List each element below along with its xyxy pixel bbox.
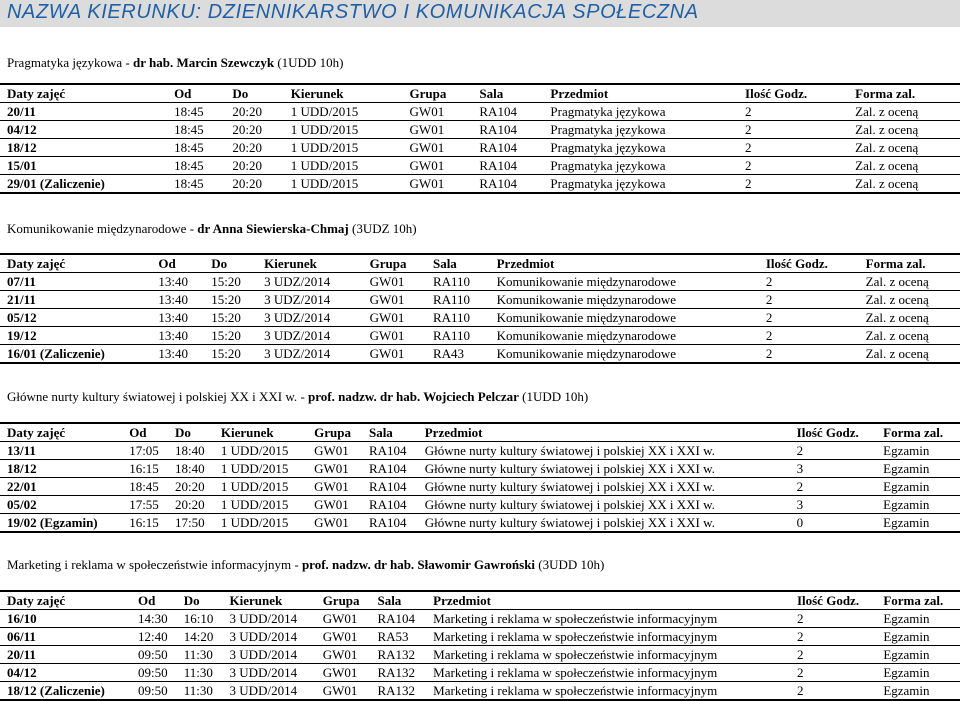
cell-from: 18:45 [167, 103, 225, 121]
table-row [0, 175, 960, 194]
cell-hours: 2 [738, 175, 848, 194]
table-row [0, 478, 960, 496]
cell-group: GW01 [307, 496, 362, 514]
table-row [0, 103, 960, 121]
cell-assessment: Egzamin [876, 514, 960, 533]
cell-to: 20:20 [225, 157, 283, 175]
cell-group: GW01 [403, 157, 473, 175]
cell-assessment: Zal. z oceną [848, 175, 960, 194]
cell-hours: 3 [790, 496, 877, 514]
table-row [0, 610, 960, 628]
cell-subject: Pragmatyka językowa [543, 139, 738, 157]
cell-group: GW01 [363, 327, 426, 345]
cell-to: 20:20 [168, 478, 214, 496]
course-group: (3UDZ 10h) [351, 221, 417, 236]
section-title: Komunikowanie międzynarodowe - dr Anna Siewierska-Chmaj (3UDZ 10h) [7, 221, 417, 236]
course-group: (1UDD 10h) [277, 55, 344, 70]
cell-from: 18:45 [167, 121, 225, 139]
table-row [0, 291, 960, 309]
cell-program: 1 UDD/2015 [284, 103, 403, 121]
column-header-assessment: Forma zal. [876, 591, 960, 610]
cell-from: 14:30 [131, 610, 177, 628]
cell-room: RA132 [370, 664, 426, 682]
cell-hours: 2 [790, 682, 876, 701]
cell-room: RA132 [370, 646, 426, 664]
column-header-dates: Daty zajęć [0, 84, 167, 103]
cell-group: GW01 [403, 121, 473, 139]
cell-subject: Pragmatyka językowa [543, 175, 738, 194]
cell-to: 20:20 [225, 175, 283, 194]
cell-subject: Marketing i reklama w społeczeństwie informacyjnym [426, 664, 790, 682]
column-header-hours: Ilość Godz. [759, 254, 859, 273]
cell-to: 15:20 [204, 327, 257, 345]
column-header-group: Grupa [307, 423, 362, 442]
cell-hours: 2 [738, 103, 848, 121]
cell-room: RA104 [472, 121, 543, 139]
cell-program: 3 UDD/2014 [223, 628, 316, 646]
cell-dates: 04/12 [0, 664, 131, 682]
cell-from: 13:40 [151, 291, 204, 309]
cell-hours: 2 [759, 309, 859, 327]
cell-room: RA110 [426, 273, 490, 291]
cell-program: 3 UDZ/2014 [257, 291, 363, 309]
column-header-to: Do [177, 591, 223, 610]
cell-subject: Marketing i reklama w społeczeństwie informacyjnym [426, 646, 790, 664]
cell-from: 09:50 [131, 646, 177, 664]
cell-assessment: Egzamin [876, 682, 960, 701]
cell-group: GW01 [363, 309, 426, 327]
cell-program: 3 UDZ/2014 [257, 327, 363, 345]
cell-program: 3 UDD/2014 [223, 664, 316, 682]
cell-program: 1 UDD/2015 [214, 514, 307, 533]
cell-to: 20:20 [225, 121, 283, 139]
column-header-subject: Przedmiot [418, 423, 790, 442]
cell-room: RA104 [362, 460, 418, 478]
cell-subject: Główne nurty kultury światowej i polskiej XX i XXI w. [418, 460, 790, 478]
cell-assessment: Egzamin [876, 442, 960, 460]
cell-assessment: Zal. z oceną [848, 103, 960, 121]
cell-room: RA104 [362, 496, 418, 514]
cell-room: RA110 [426, 327, 490, 345]
column-header-assessment: Forma zal. [876, 423, 960, 442]
cell-from: 18:45 [122, 478, 168, 496]
cell-to: 17:50 [168, 514, 214, 533]
column-header-to: Do [225, 84, 283, 103]
column-header-dates: Daty zajęć [0, 423, 122, 442]
column-header-hours: Ilość Godz. [738, 84, 848, 103]
cell-dates: 05/12 [0, 309, 151, 327]
cell-hours: 2 [759, 291, 859, 309]
cell-program: 1 UDD/2015 [284, 175, 403, 194]
cell-to: 11:30 [177, 646, 223, 664]
cell-hours: 2 [790, 664, 876, 682]
cell-from: 18:45 [167, 139, 225, 157]
cell-group: GW01 [403, 175, 473, 194]
cell-group: GW01 [363, 345, 426, 364]
cell-dates: 18/12 (Zaliczenie) [0, 682, 131, 701]
cell-group: GW01 [307, 478, 362, 496]
table-row [0, 460, 960, 478]
cell-assessment: Egzamin [876, 628, 960, 646]
cell-from: 16:15 [122, 514, 168, 533]
table-row [0, 682, 960, 701]
cell-subject: Pragmatyka językowa [543, 157, 738, 175]
table-row [0, 514, 960, 533]
cell-assessment: Egzamin [876, 478, 960, 496]
column-header-from: Od [122, 423, 168, 442]
section-title: Główne nurty kultury światowej i polskiej XX i XXI w. - prof. nadzw. dr hab. Wojciech Pelczar (1UDD 10h) [7, 389, 589, 404]
column-header-room: Sala [472, 84, 543, 103]
lecturer-name: prof. nadzw. dr hab. Wojciech Pelczar [308, 389, 519, 404]
cell-subject: Główne nurty kultury światowej i polskiej XX i XXI w. [418, 496, 790, 514]
column-header-program: Kierunek [214, 423, 307, 442]
table-row [0, 327, 960, 345]
cell-from: 17:05 [122, 442, 168, 460]
cell-program: 3 UDZ/2014 [257, 273, 363, 291]
schedule-table [0, 253, 960, 364]
cell-assessment: Egzamin [876, 664, 960, 682]
cell-to: 11:30 [177, 682, 223, 701]
cell-from: 12:40 [131, 628, 177, 646]
cell-room: RA104 [362, 514, 418, 533]
cell-from: 09:50 [131, 682, 177, 701]
cell-subject: Główne nurty kultury światowej i polskiej XX i XXI w. [418, 478, 790, 496]
column-header-room: Sala [362, 423, 418, 442]
cell-group: GW01 [316, 628, 371, 646]
cell-subject: Marketing i reklama w społeczeństwie informacyjnym [426, 682, 790, 701]
cell-dates: 07/11 [0, 273, 151, 291]
cell-to: 11:30 [177, 664, 223, 682]
cell-dates: 20/11 [0, 646, 131, 664]
cell-dates: 15/01 [0, 157, 167, 175]
column-header-room: Sala [370, 591, 426, 610]
cell-assessment: Zal. z oceną [859, 327, 960, 345]
cell-dates: 18/12 [0, 139, 167, 157]
cell-hours: 0 [790, 514, 877, 533]
schedule-table [0, 422, 960, 533]
table-row [0, 273, 960, 291]
column-header-room: Sala [426, 254, 490, 273]
cell-room: RA110 [426, 291, 490, 309]
cell-room: RA104 [362, 478, 418, 496]
cell-from: 13:40 [151, 273, 204, 291]
cell-dates: 13/11 [0, 442, 122, 460]
cell-room: RA110 [426, 309, 490, 327]
table-row [0, 121, 960, 139]
cell-from: 13:40 [151, 345, 204, 364]
cell-group: GW01 [307, 460, 362, 478]
cell-dates: 29/01 (Zaliczenie) [0, 175, 167, 194]
cell-subject: Komunikowanie międzynarodowe [490, 327, 759, 345]
cell-room: RA104 [472, 175, 543, 194]
lecturer-name: dr hab. Marcin Szewczyk [133, 55, 275, 70]
cell-group: GW01 [316, 610, 371, 628]
cell-from: 13:40 [151, 327, 204, 345]
lecturer-name: prof. nadzw. dr hab. Sławomir Gawroński [301, 557, 536, 572]
column-header-program: Kierunek [257, 254, 363, 273]
cell-group: GW01 [363, 273, 426, 291]
section-title: Pragmatyka językowa - dr hab. Marcin Szewczyk (1UDD 10h) [7, 55, 344, 70]
column-header-subject: Przedmiot [543, 84, 738, 103]
cell-room: RA132 [370, 682, 426, 701]
cell-hours: 2 [790, 478, 877, 496]
table-row [0, 345, 960, 364]
heading-bar [0, 0, 960, 27]
cell-program: 1 UDD/2015 [214, 442, 307, 460]
course-group: (3UDD 10h) [538, 557, 605, 572]
column-header-dates: Daty zajęć [0, 254, 151, 273]
cell-group: GW01 [316, 682, 371, 701]
cell-group: GW01 [316, 646, 371, 664]
cell-room: RA104 [472, 103, 543, 121]
cell-hours: 2 [759, 345, 859, 364]
cell-dates: 19/02 (Egzamin) [0, 514, 122, 533]
cell-subject: Marketing i reklama w społeczeństwie informacyjnym [426, 610, 790, 628]
cell-program: 1 UDD/2015 [284, 139, 403, 157]
cell-subject: Komunikowanie międzynarodowe [490, 309, 759, 327]
cell-room: RA104 [370, 610, 426, 628]
table-row [0, 628, 960, 646]
cell-hours: 2 [790, 628, 876, 646]
cell-hours: 2 [738, 157, 848, 175]
cell-to: 15:20 [204, 345, 257, 364]
cell-dates: 22/01 [0, 478, 122, 496]
cell-subject: Komunikowanie międzynarodowe [490, 273, 759, 291]
table-row [0, 646, 960, 664]
page-heading: NAZWA KIERUNKU: DZIENNIKARSTWO I KOMUNIKACJA SPOŁECZNA [7, 1, 699, 23]
cell-subject: Pragmatyka językowa [543, 103, 738, 121]
cell-assessment: Zal. z oceną [859, 273, 960, 291]
cell-assessment: Egzamin [876, 460, 960, 478]
course-name: Komunikowanie międzynarodowe [7, 221, 187, 236]
cell-hours: 2 [759, 273, 859, 291]
cell-hours: 2 [759, 327, 859, 345]
course-group: (1UDD 10h) [522, 389, 589, 404]
cell-hours: 2 [790, 442, 877, 460]
column-header-subject: Przedmiot [426, 591, 790, 610]
cell-dates: 18/12 [0, 460, 122, 478]
cell-assessment: Egzamin [876, 646, 960, 664]
table-header-row [0, 84, 960, 103]
cell-assessment: Zal. z oceną [859, 309, 960, 327]
cell-room: RA43 [426, 345, 490, 364]
table-row [0, 664, 960, 682]
lecturer-name: dr Anna Siewierska-Chmaj [197, 221, 349, 236]
cell-assessment: Egzamin [876, 610, 960, 628]
cell-dates: 06/11 [0, 628, 131, 646]
cell-program: 3 UDD/2014 [223, 682, 316, 701]
course-name: Pragmatyka językowa [7, 55, 123, 70]
cell-hours: 2 [738, 121, 848, 139]
table-row [0, 139, 960, 157]
cell-to: 15:20 [204, 273, 257, 291]
cell-hours: 2 [738, 139, 848, 157]
cell-from: 13:40 [151, 309, 204, 327]
cell-subject: Główne nurty kultury światowej i polskiej XX i XXI w. [418, 442, 790, 460]
cell-subject: Komunikowanie międzynarodowe [490, 291, 759, 309]
cell-program: 1 UDD/2015 [214, 460, 307, 478]
column-header-to: Do [168, 423, 214, 442]
column-header-program: Kierunek [223, 591, 316, 610]
cell-program: 3 UDD/2014 [223, 610, 316, 628]
cell-group: GW01 [316, 664, 371, 682]
cell-dates: 16/10 [0, 610, 131, 628]
cell-to: 20:20 [225, 139, 283, 157]
cell-room: RA104 [472, 157, 543, 175]
cell-assessment: Zal. z oceną [848, 157, 960, 175]
column-header-from: Od [167, 84, 225, 103]
cell-program: 1 UDD/2015 [284, 121, 403, 139]
cell-subject: Komunikowanie międzynarodowe [490, 345, 759, 364]
cell-from: 18:45 [167, 175, 225, 194]
table-header-row [0, 254, 960, 273]
column-header-hours: Ilość Godz. [790, 423, 877, 442]
cell-hours: 2 [790, 646, 876, 664]
cell-from: 18:45 [167, 157, 225, 175]
cell-room: RA53 [370, 628, 426, 646]
cell-to: 20:20 [168, 496, 214, 514]
cell-from: 16:15 [122, 460, 168, 478]
cell-subject: Marketing i reklama w społeczeństwie informacyjnym [426, 628, 790, 646]
cell-hours: 3 [790, 460, 877, 478]
column-header-program: Kierunek [284, 84, 403, 103]
cell-to: 15:20 [204, 291, 257, 309]
cell-assessment: Zal. z oceną [848, 139, 960, 157]
table-header-row [0, 591, 960, 610]
table-row [0, 157, 960, 175]
column-header-hours: Ilość Godz. [790, 591, 876, 610]
column-header-assessment: Forma zal. [848, 84, 960, 103]
cell-hours: 2 [790, 610, 876, 628]
cell-dates: 04/12 [0, 121, 167, 139]
cell-to: 18:40 [168, 442, 214, 460]
cell-assessment: Egzamin [876, 496, 960, 514]
cell-assessment: Zal. z oceną [848, 121, 960, 139]
table-header-row [0, 423, 960, 442]
schedule-table [0, 590, 960, 701]
cell-group: GW01 [307, 442, 362, 460]
cell-program: 1 UDD/2015 [214, 496, 307, 514]
cell-subject: Główne nurty kultury światowej i polskiej XX i XXI w. [418, 514, 790, 533]
cell-to: 18:40 [168, 460, 214, 478]
cell-program: 3 UDD/2014 [223, 646, 316, 664]
cell-dates: 19/12 [0, 327, 151, 345]
column-header-from: Od [151, 254, 204, 273]
cell-subject: Pragmatyka językowa [543, 121, 738, 139]
cell-program: 1 UDD/2015 [284, 157, 403, 175]
column-header-group: Grupa [403, 84, 473, 103]
cell-from: 09:50 [131, 664, 177, 682]
cell-group: GW01 [403, 139, 473, 157]
column-header-subject: Przedmiot [490, 254, 759, 273]
cell-to: 16:10 [177, 610, 223, 628]
cell-dates: 05/02 [0, 496, 122, 514]
cell-to: 15:20 [204, 309, 257, 327]
table-row [0, 309, 960, 327]
cell-room: RA104 [362, 442, 418, 460]
table-row [0, 496, 960, 514]
cell-assessment: Zal. z oceną [859, 291, 960, 309]
cell-from: 17:55 [122, 496, 168, 514]
cell-dates: 16/01 (Zaliczenie) [0, 345, 151, 364]
cell-assessment: Zal. z oceną [859, 345, 960, 364]
column-header-group: Grupa [363, 254, 426, 273]
column-header-group: Grupa [316, 591, 371, 610]
cell-group: GW01 [363, 291, 426, 309]
cell-to: 20:20 [225, 103, 283, 121]
column-header-dates: Daty zajęć [0, 591, 131, 610]
column-header-from: Od [131, 591, 177, 610]
cell-group: GW01 [403, 103, 473, 121]
cell-dates: 21/11 [0, 291, 151, 309]
course-name: Marketing i reklama w społeczeństwie informacyjnym [7, 557, 292, 572]
table-row [0, 442, 960, 460]
cell-group: GW01 [307, 514, 362, 533]
cell-dates: 20/11 [0, 103, 167, 121]
section-title: Marketing i reklama w społeczeństwie informacyjnym - prof. nadzw. dr hab. Sławomir Gawroński (3UDD 10h) [7, 557, 605, 572]
course-name: Główne nurty kultury światowej i polskiej XX i XXI w. [7, 389, 298, 404]
cell-room: RA104 [472, 139, 543, 157]
column-header-assessment: Forma zal. [859, 254, 960, 273]
cell-to: 14:20 [177, 628, 223, 646]
schedule-table [0, 83, 960, 194]
cell-program: 3 UDZ/2014 [257, 345, 363, 364]
cell-program: 3 UDZ/2014 [257, 309, 363, 327]
column-header-to: Do [204, 254, 257, 273]
cell-program: 1 UDD/2015 [214, 478, 307, 496]
